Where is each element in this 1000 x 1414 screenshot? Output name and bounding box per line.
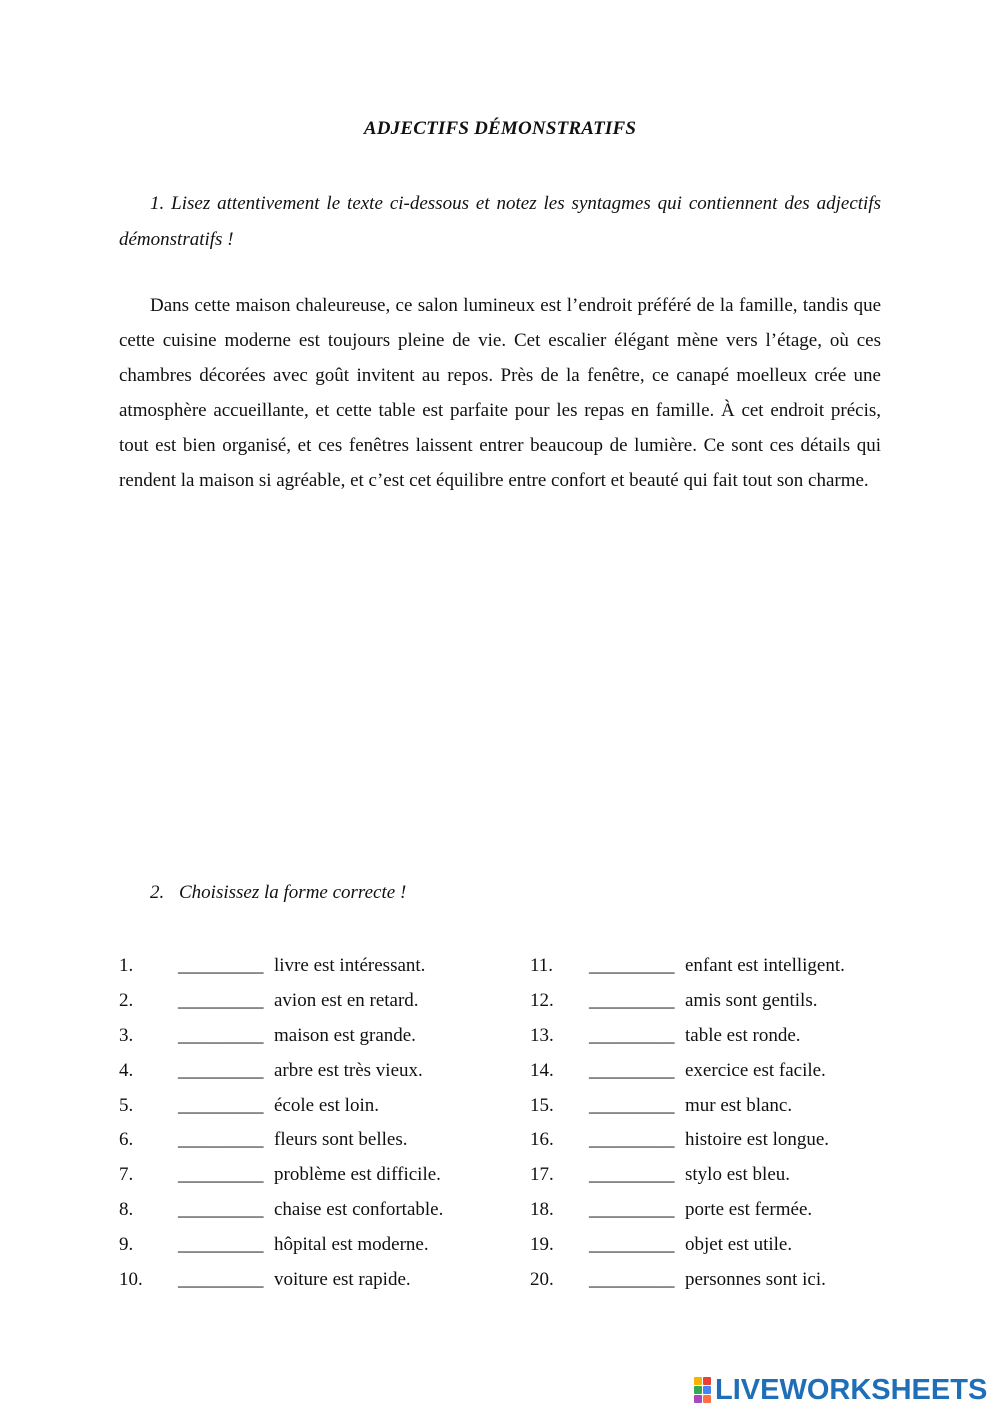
logo-block bbox=[703, 1377, 711, 1385]
item-text: avion est en retard. bbox=[274, 989, 419, 1011]
item-number: 5. bbox=[119, 1094, 134, 1116]
exercise-item bbox=[119, 987, 519, 1022]
answer-blank[interactable]: _________ bbox=[589, 1024, 675, 1046]
exercise-item bbox=[530, 1161, 930, 1196]
exercise-item bbox=[119, 1266, 519, 1301]
item-text: table est ronde. bbox=[685, 1024, 801, 1046]
item-number: 20. bbox=[530, 1269, 554, 1291]
item-text: livre est intéressant. bbox=[274, 955, 426, 976]
answer-blank[interactable]: _________ bbox=[178, 1199, 264, 1221]
item-number: 8. bbox=[119, 1199, 134, 1221]
answer-blank[interactable]: _________ bbox=[589, 1269, 675, 1291]
item-number: 6. bbox=[119, 1129, 134, 1151]
item-text: mur est blanc. bbox=[685, 1094, 793, 1116]
item-number: 13. bbox=[530, 1024, 554, 1046]
answer-blank[interactable]: _________ bbox=[589, 955, 675, 976]
exercise-item bbox=[119, 1092, 519, 1127]
exercise-item bbox=[119, 1022, 519, 1057]
answer-blank[interactable]: _________ bbox=[178, 1269, 264, 1291]
answer-blank[interactable]: _________ bbox=[178, 1094, 264, 1116]
logo-text: LIVEWORKSHEETS bbox=[715, 1373, 988, 1406]
exercise-item bbox=[530, 1196, 930, 1231]
item-number: 2. bbox=[119, 989, 134, 1011]
item-number: 7. bbox=[119, 1164, 134, 1186]
logo-block bbox=[694, 1395, 702, 1403]
answer-blank[interactable]: _________ bbox=[178, 1234, 264, 1256]
item-number: 17. bbox=[530, 1164, 554, 1186]
item-number: 18. bbox=[530, 1199, 554, 1221]
item-text: voiture est rapide. bbox=[274, 1269, 411, 1291]
item-number: 3. bbox=[119, 1024, 134, 1046]
worksheet-title: ADJECTIFS DÉMONSTRATIFS bbox=[363, 118, 637, 139]
liveworksheets-mark-icon bbox=[694, 1377, 711, 1403]
answer-blank[interactable]: _________ bbox=[589, 989, 675, 1011]
reading-passage: Dans cette maison chaleureuse, ce salon lumineux est l’endroit préféré de la famille, tandis que cette cuisine moderne est toujours pleine de vie. Cet escalier élégant mène vers l’étage, où ces chambres décorées avec goût invitent au repos. Près de la fenêtre, ce canapé moelleux crée une atmosphère accueillante, et cette table est parfaite pour les repas en famille. À cet endroit précis, tout est bien organisé, et ces fenêtres laissent entrer beaucoup de lumière. Ce sont ces détails qui rendent la maison si agréable, et c’est cet équilibre entre confort et beauté qui fait tout son charme. bbox=[119, 295, 881, 491]
item-number: 10. bbox=[119, 1269, 143, 1291]
item-number: 4. bbox=[119, 1059, 134, 1081]
answer-blank[interactable]: _________ bbox=[589, 1129, 675, 1151]
item-text: amis sont gentils. bbox=[685, 989, 818, 1011]
item-number: 9. bbox=[119, 1234, 134, 1256]
item-number: 1. bbox=[119, 955, 134, 976]
answer-blank[interactable]: _________ bbox=[589, 1234, 675, 1256]
exercise-item bbox=[530, 952, 930, 987]
item-text: fleurs sont belles. bbox=[274, 1129, 408, 1151]
logo-block bbox=[694, 1377, 702, 1385]
item-text: chaise est confortable. bbox=[274, 1199, 444, 1221]
exercise-item bbox=[530, 1057, 930, 1092]
item-text: enfant est intelligent. bbox=[685, 955, 845, 976]
exercise-item bbox=[530, 1126, 930, 1161]
exercise-item bbox=[530, 987, 930, 1022]
item-text: exercice est facile. bbox=[685, 1059, 826, 1081]
exercise-2-number: 2. bbox=[150, 882, 165, 903]
answer-blank[interactable]: _________ bbox=[589, 1059, 675, 1081]
exercise-item bbox=[119, 952, 519, 987]
item-text: objet est utile. bbox=[685, 1234, 793, 1256]
item-text: arbre est très vieux. bbox=[274, 1059, 423, 1081]
logo-block bbox=[694, 1386, 702, 1394]
exercise-item bbox=[530, 1266, 930, 1301]
answer-blank[interactable]: _________ bbox=[589, 1094, 675, 1116]
exercise-item bbox=[119, 1161, 519, 1196]
answer-blank[interactable]: _________ bbox=[589, 1164, 675, 1186]
answer-blank[interactable]: _________ bbox=[589, 1199, 675, 1221]
exercise-item bbox=[530, 1231, 930, 1266]
exercise-list-left bbox=[119, 952, 519, 1301]
item-text: stylo est bleu. bbox=[685, 1164, 791, 1186]
item-number: 14. bbox=[530, 1059, 554, 1081]
item-text: personnes sont ici. bbox=[685, 1269, 826, 1291]
exercise-item bbox=[119, 1126, 519, 1161]
exercise-list-right bbox=[530, 952, 930, 1301]
logo-block bbox=[703, 1395, 711, 1403]
exercise-item bbox=[530, 1092, 930, 1127]
answer-blank[interactable]: _________ bbox=[178, 1164, 264, 1186]
item-text: maison est grande. bbox=[274, 1024, 416, 1046]
exercise-2-instruction bbox=[150, 882, 406, 904]
answer-blank[interactable]: _________ bbox=[178, 1059, 264, 1081]
item-number: 15. bbox=[530, 1094, 554, 1116]
answer-blank[interactable]: _________ bbox=[178, 955, 264, 976]
liveworksheets-logo bbox=[694, 1375, 987, 1405]
item-number: 16. bbox=[530, 1129, 554, 1151]
logo-block bbox=[703, 1386, 711, 1394]
answer-blank[interactable]: _________ bbox=[178, 1024, 264, 1046]
item-number: 11. bbox=[530, 955, 554, 976]
item-text: école est loin. bbox=[274, 1094, 379, 1116]
exercise-item bbox=[119, 1057, 519, 1092]
exercise-item bbox=[530, 1022, 930, 1057]
item-text: porte est fermée. bbox=[685, 1199, 813, 1221]
exercise-2-instruction-text: Choisissez la forme correcte ! bbox=[179, 882, 407, 903]
item-text: problème est difficile. bbox=[274, 1164, 441, 1186]
exercise-item bbox=[119, 1196, 519, 1231]
item-number: 12. bbox=[530, 989, 554, 1011]
answer-blank[interactable]: _________ bbox=[178, 989, 264, 1011]
exercise-1-instruction: 1. Lisez attentivement le texte ci-dessous et notez les syntagmes qui contiennent des adjectifs démonstratifs ! bbox=[119, 193, 881, 250]
item-text: hôpital est moderne. bbox=[274, 1234, 429, 1256]
answer-blank[interactable]: _________ bbox=[178, 1129, 264, 1151]
item-text: histoire est longue. bbox=[685, 1129, 830, 1151]
item-number: 19. bbox=[530, 1234, 554, 1256]
exercise-item bbox=[119, 1231, 519, 1266]
